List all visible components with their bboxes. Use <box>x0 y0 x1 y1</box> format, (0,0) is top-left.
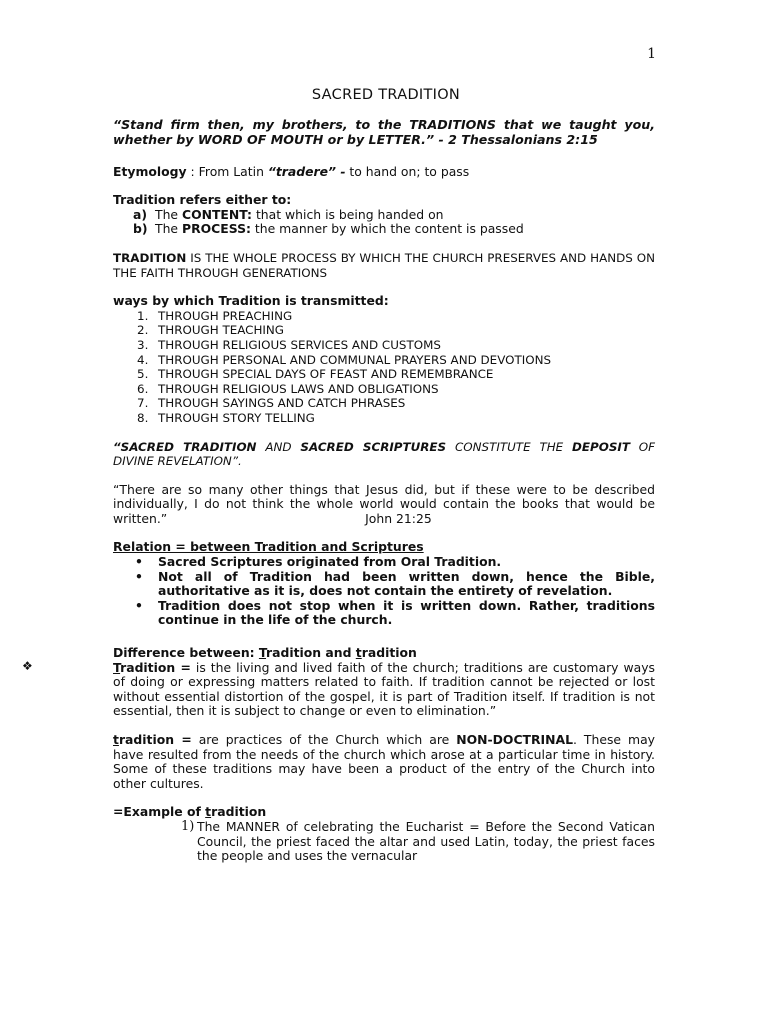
big-tradition-definition: Tradition = is the living and lived faith of the church; traditions are customary ways of doing or expressing matters related to faith. If tradition cannot be rejected or lost without essential distortion of the gospel, it is part of Tradition itself. If tradition is not essential, then it is subject to change or even to elimination.” <box>113 659 655 719</box>
document-title: SACRED TRADITION <box>311 87 461 103</box>
epigraph-quote: “Stand firm then, my brothers, to the TRADITIONS that we taught you, whether by WORD OF MOUTH or by LETTER.” - 2 Thessalonians 2:15 <box>113 116 655 148</box>
etymology-line: Etymology : From Latin “tradere” - to hand on; to pass <box>113 163 470 179</box>
page-number: 1 <box>647 46 656 62</box>
ways-list <box>113 309 655 426</box>
list-item: 4. THROUGH PERSONAL AND COMMUNAL PRAYERS AND DEVOTIONS <box>137 352 552 367</box>
john-quote: “There are so many other things that Jesus did, but if these were to be described individually, I do not think the whole world would contain the books that would be written.” John 21:25 <box>113 481 655 526</box>
deposit-statement: “SACRED TRADITION AND SACRED SCRIPTURES CONSTITUTE THE DEPOSIT OF DIVINE REVELATION”. <box>113 439 655 469</box>
list-item: • Not all of Tradition had been written down, hence the Bible, authoritative as it is, does not contain the entirety of revelation. <box>135 568 655 599</box>
relation-heading: Relation = between Tradition and Scriptures <box>113 539 424 555</box>
list-item: 3. THROUGH RELIGIOUS SERVICES AND CUSTOMS <box>137 337 441 352</box>
list-item: • Sacred Scriptures originated from Oral Tradition. <box>135 554 502 570</box>
document-body <box>113 88 655 864</box>
list-item: 7. THROUGH SAYINGS AND CATCH PHRASES <box>137 396 406 411</box>
list-item: • Tradition does not stop when it is written down. Rather, traditions continue in the life of the church. <box>135 597 655 628</box>
ways-heading: ways by which Tradition is transmitted: <box>113 293 389 309</box>
difference-heading: Difference between: Tradition and tradition <box>113 645 417 661</box>
whole-process-statement: TRADITION IS THE WHOLE PROCESS BY WHICH THE CHURCH PRESERVES AND HANDS ON THE FAITH THROUGH GENERATIONS <box>113 250 655 280</box>
example-heading: =Example of tradition <box>113 804 267 820</box>
relation-bullets <box>113 555 655 628</box>
list-item: 2. THROUGH TEACHING <box>137 323 285 338</box>
list-item: 5. THROUGH SPECIAL DAYS OF FEAST AND REMEMBRANCE <box>137 367 494 382</box>
small-tradition-definition: tradition = are practices of the Church which are NON-DOCTRINAL. These may have resulted from the needs of the church which arose at a particular time in history. Some of these traditions may have been a product of the entry of the Church into other cultures. <box>113 732 655 791</box>
list-item: b) The PROCESS: the manner by which the content is passed <box>133 221 524 237</box>
list-item: 8. THROUGH STORY TELLING <box>137 410 315 425</box>
list-item: 6. THROUGH RELIGIOUS LAWS AND OBLIGATIONS <box>137 381 439 396</box>
list-item: 1. THROUGH PREACHING <box>137 308 293 323</box>
list-item: a) The CONTENT: that which is being handed on <box>133 206 444 222</box>
tradition-refers-list <box>113 208 655 237</box>
list-item: 1) The MANNER of celebrating the Eucharist = Before the Second Vatican Council, the priest faced the altar and used Latin, today, the priest faces the people and uses the vernacular <box>181 818 655 864</box>
diamond-bullet-icon: ❖ <box>22 659 33 673</box>
tradition-refers-heading: Tradition refers either to: <box>113 192 292 208</box>
john-reference: John 21:25 <box>365 510 432 526</box>
